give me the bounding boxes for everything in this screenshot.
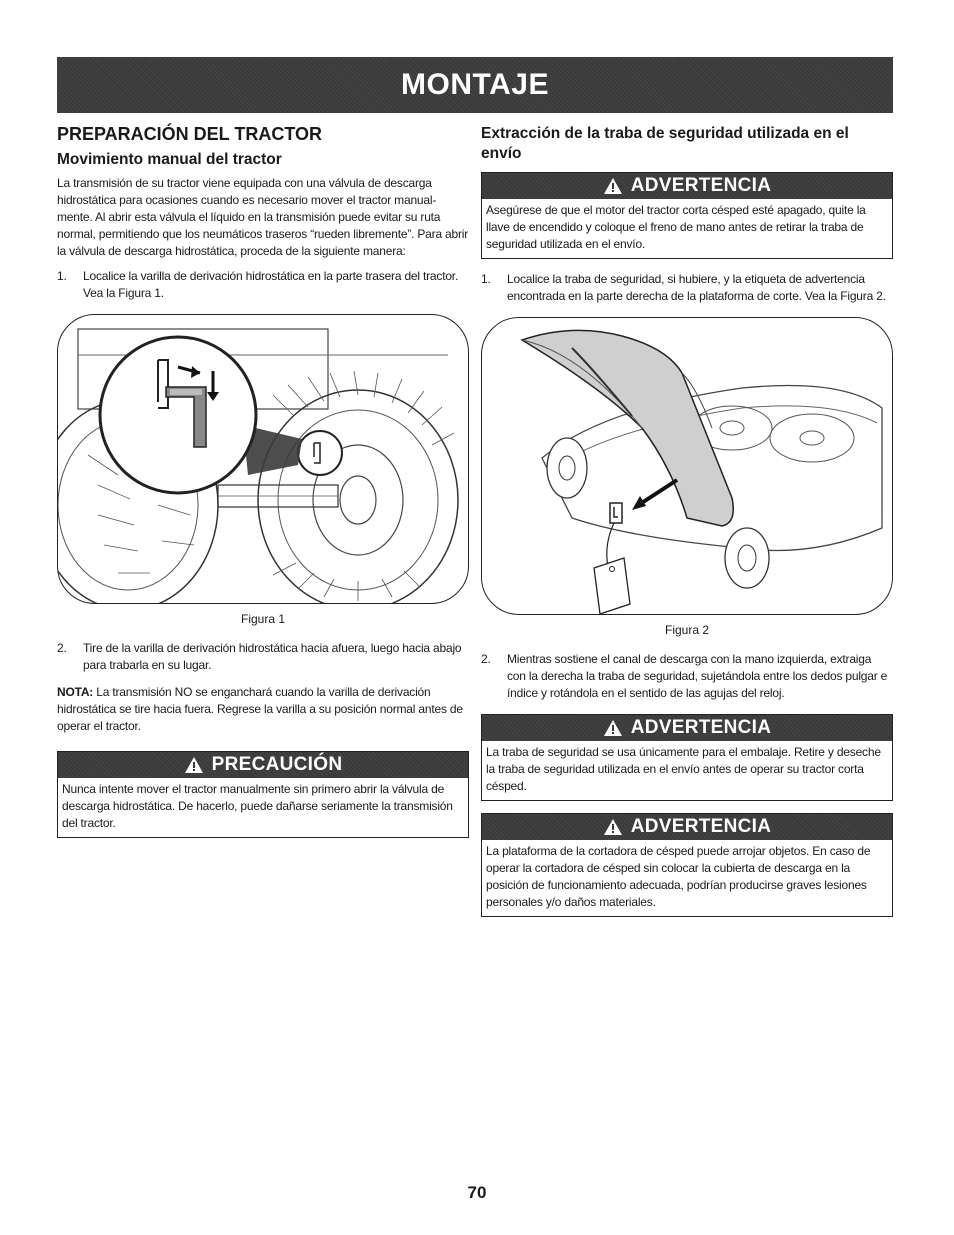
caution-header	[58, 752, 468, 778]
step-number: 1.	[481, 272, 491, 286]
warning-header	[482, 814, 892, 840]
warning-title: ADVERTENCIA	[630, 816, 772, 837]
step-text: Mientras sostiene el canal de descarga con la mano izquierda, extraiga con la derecha la traba de seguridad, sujetándola entre los dedos pulgar e índice y rotándola en el sentido de las agujas del reloj.	[507, 652, 888, 700]
mower-deck-drawing	[482, 318, 892, 614]
warning-text: Asegúrese de que el motor del tractor corta césped esté apagado, quite la llave de encendido y coloque el freno de mano antes de retirar la traba de seguridad utilizada en el envío.	[486, 203, 866, 251]
caution-box	[57, 751, 469, 838]
step-item	[481, 271, 893, 305]
warning-text: La plataforma de la cortadora de césped puede arrojar objetos. En caso de operar la cortadora de césped sin colocar la cubierta de descarga en la posición de funcionamiento adecuada, podrían producirse graves lesiones personales y/o daños materiales.	[486, 844, 871, 909]
figure-2-illustration	[481, 317, 893, 615]
step-item	[57, 268, 469, 302]
warning-header	[482, 173, 892, 199]
note-paragraph	[57, 684, 469, 735]
warning-triangle-icon	[184, 756, 204, 774]
step-text: Localice la varilla de derivación hidrostática en la parte trasera del tractor. Vea la Figura 1.	[83, 269, 459, 300]
step-item	[57, 640, 469, 674]
warning-triangle-icon	[603, 818, 623, 836]
step-number: 1.	[57, 269, 67, 283]
step-item	[481, 651, 893, 702]
warning-triangle-icon	[603, 177, 623, 195]
step-text: Localice la traba de seguridad, si hubiere, y la etiqueta de advertencia encontrada en la parte derecha de la plataforma de corte. Vea la Figura 2.	[507, 272, 886, 303]
section-title: MONTAJE	[401, 68, 549, 101]
step-number: 2.	[481, 652, 491, 666]
tractor-wheel-drawing	[58, 315, 468, 603]
warning-text: La traba de seguridad se usa únicamente para el embalaje. Retire y deseche la traba de seguridad utilizada en el envío antes de operar su tractor corta césped.	[486, 745, 881, 793]
intro-paragraph: La transmisión de su tractor viene equipada con una válvula de descarga hidrostática para ocasiones cuando es necesario mover el tractor manual- mente. Al abrir esta válvula el líquido en la transmisión puede evitar su ruta normal, permitiendo que los neumáticos traseros “rueden libremente”. Para abrir la válvula de descarga hidrostática, proceda de la siguiente manera:	[57, 176, 469, 258]
section-heading: PREPARACIÓN DEL TRACTOR	[57, 124, 323, 144]
figure-1-illustration	[57, 314, 469, 604]
warning-box	[481, 714, 893, 801]
step-text: Tire de la varilla de derivación hidrostática hacia afuera, luego hacia abajo para trabarla en su lugar.	[83, 641, 462, 672]
warning-box	[481, 172, 893, 259]
section-banner	[57, 57, 893, 113]
step-number: 2.	[57, 641, 67, 655]
note-text: La transmisión NO se enganchará cuando la varilla de derivación hidrostática se tire hacia fuera. Regrese la varilla a su posición normal antes de operar el tractor.	[57, 685, 463, 733]
warning-header	[482, 715, 892, 741]
caution-title: PRECAUCIÓN	[211, 754, 343, 775]
note-label: NOTA:	[57, 685, 94, 699]
warning-title: ADVERTENCIA	[630, 175, 772, 196]
warning-box	[481, 813, 893, 917]
subsection-heading: Movimiento manual del tractor	[57, 151, 282, 168]
left-column	[57, 120, 469, 838]
caution-text: Nunca intente mover el tractor manualmente sin primero abrir la válvula de descarga hidrostática. De hacerlo, puede dañarse seriamente la transmisión del tractor.	[62, 782, 453, 830]
figure-2-caption: Figura 2	[664, 623, 710, 637]
warning-title: ADVERTENCIA	[630, 717, 772, 738]
right-column	[481, 120, 893, 917]
page-number: 70	[467, 1183, 487, 1202]
section-heading-right: Extracción de la traba de seguridad utilizada en el envío	[481, 125, 849, 162]
warning-triangle-icon	[603, 719, 623, 737]
figure-1-caption: Figura 1	[240, 612, 286, 626]
